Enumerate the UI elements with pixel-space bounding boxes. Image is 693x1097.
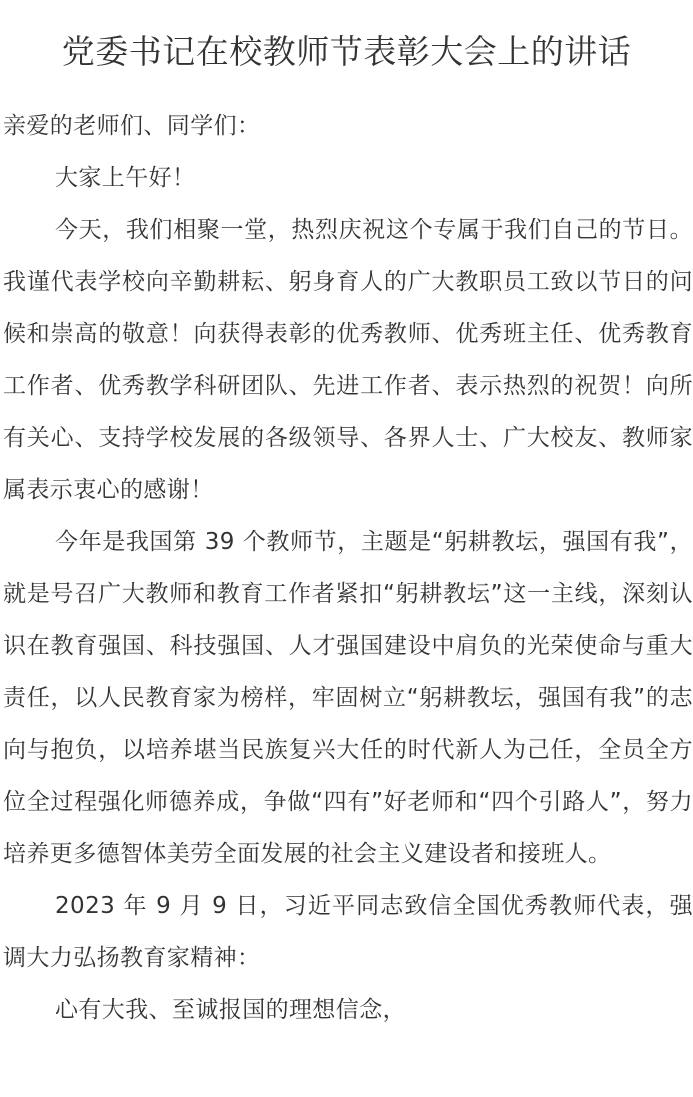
greeting-paragraph: 大家上午好！ bbox=[55, 165, 196, 191]
theme-paragraph: 今年是我国第 39 个教师节，主题是“躬耕教坛，强国有我”，就是号召广大教师和教育工作者紧扣“躬耕教坛”这一主线，深刻认识在教育强国、科技强国、人才强国建设中肩负的光荣使命与重大责任，以人民教育家为榜样，牢固树立“躬耕教坛，强国有我”的志向与抱负，以培养堪当民族复兴大任的时代新人为己任，全员全方位全过程强化师德养成，争做“四有”好老师和“四个引路人”，努力培养更多德智体美劳全面发展的社会主义建设者和接班人。 bbox=[3, 529, 693, 867]
celebration-paragraph: 今天，我们相聚一堂，热烈庆祝这个专属于我们自己的节日。我谨代表学校向辛勤耕耘、躬身育人的广大教职员工致以节日的问候和崇高的敬意！向获得表彰的优秀教师、优秀班主任、优秀教育工作者、优秀教学科研团队、先进工作者、表示热烈的祝贺！向所有关心、支持学校发展的各级领导、各界人士、广大校友、教师家属表示衷心的感谢！ bbox=[3, 217, 693, 503]
letter-paragraph: 2023 年 9 月 9 日，习近平同志致信全国优秀教师代表，强调大力弘扬教育家精神： bbox=[3, 893, 693, 971]
spirit-line-paragraph: 心有大我、至诚报国的理想信念， bbox=[55, 997, 406, 1023]
salutation: 亲爱的老师们、同学们： bbox=[3, 113, 261, 139]
article-title: 党委书记在校教师节表彰大会上的讲话 bbox=[61, 32, 632, 71]
article-body bbox=[3, 100, 693, 1036]
